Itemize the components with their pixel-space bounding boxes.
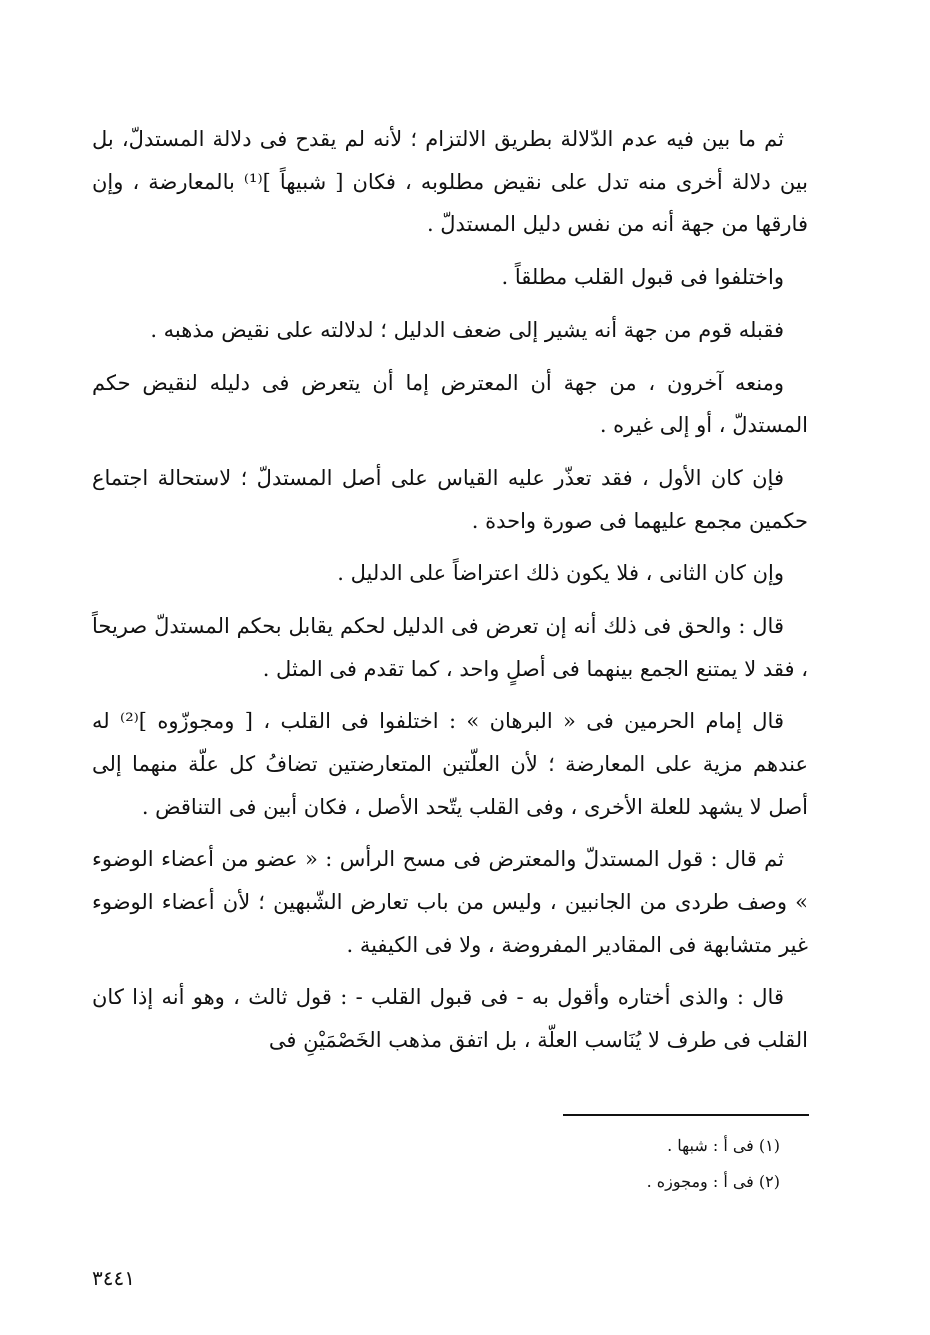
paragraph-2: واختلفوا فى قبول القلب مطلقاً .: [501, 264, 784, 289]
footnote-2: (٢) فى أ : ومجوزه .: [646, 1172, 780, 1191]
footnote-separator: [563, 1114, 809, 1116]
footnote-1: (١) فى أ : شبها .: [667, 1136, 780, 1155]
paragraph-5: فإن كان الأول ، فقد تعذّر عليه القياس على أصل المستدلّ ؛ لاستحالة اجتماع حكمين مجمع عليهما فى صورة واحدة .: [92, 465, 808, 533]
paragraph-8: قال إمام الحرمين فى « البرهان » : اختلفوا فى القلب ، [ ومجوزّوه ]⁽²⁾ له عندهم مزية على المعارضة ؛ لأن العلّتين المتعارضتين تضافُ كل علّة منهما إلى أصل لا يشهد للعلة الأخرى ، وفى القلب يتّحد الأصل ، فكان أبين فى التناقض .: [92, 709, 808, 819]
page-number: ٣٤٤١: [92, 1266, 135, 1290]
paragraph-1: ثم ما بين فيه عدم الدّلالة بطريق الالتزام ؛ لأنه لم يقدح فى دلالة المستدلّ، بل بين دلالة أخرى منه تدل على نقيض مطلوبه ، فكان [ شبيهاً ]⁽¹⁾ بالمعارضة ، وإن فارقها من جهة أنه من نفس دليل المستدلّ .: [92, 127, 809, 237]
paragraph-7: قال : والحق فى ذلك أنه إن تعرض فى الدليل لحكم يقابل بحكم المستدلّ صريحاً ، فقد لا يمتنع الجمع بينهما فى أصلٍ واحد ، كما تقدم فى المثل .: [92, 614, 808, 681]
paragraph-9: ثم قال : قول المستدلّ والمعترض فى مسح الرأس : « عضو من أعضاء الوضوء » وصف طردى من الجانبين ، وليس من باب تعارض الشّبهين ؛ لأن أعضاء الوضوء غير متشابهة فى المقادير المفروضة ، ولا فى الكيفية .: [92, 847, 808, 957]
paragraph-3: فقبله قوم من جهة أنه يشير إلى ضعف الدليل ؛ لدلالته على نقيض مذهبه .: [150, 317, 784, 342]
paragraph-10: قال : والذى أختاره وأقول به - فى قبول القلب - : قول ثالث ، وهو أنه إذا كان القلب فى طرف لا يُنَاسب العلّة ، بل اتفق مذهب الخَصْمَيْنِ فى: [92, 985, 808, 1052]
footnotes: [400, 1128, 780, 1200]
paragraph-4: ومنعه آخرون ، من جهة أن المعترض إما أن يتعرض فى دليله لنقيض حكم المستدلّ ، أو إلى غيره .: [92, 370, 808, 438]
paragraph-6: وإن كان الثانى ، فلا يكون ذلك اعتراضاً على الدليل .: [337, 561, 784, 586]
body-text: [92, 118, 808, 1072]
